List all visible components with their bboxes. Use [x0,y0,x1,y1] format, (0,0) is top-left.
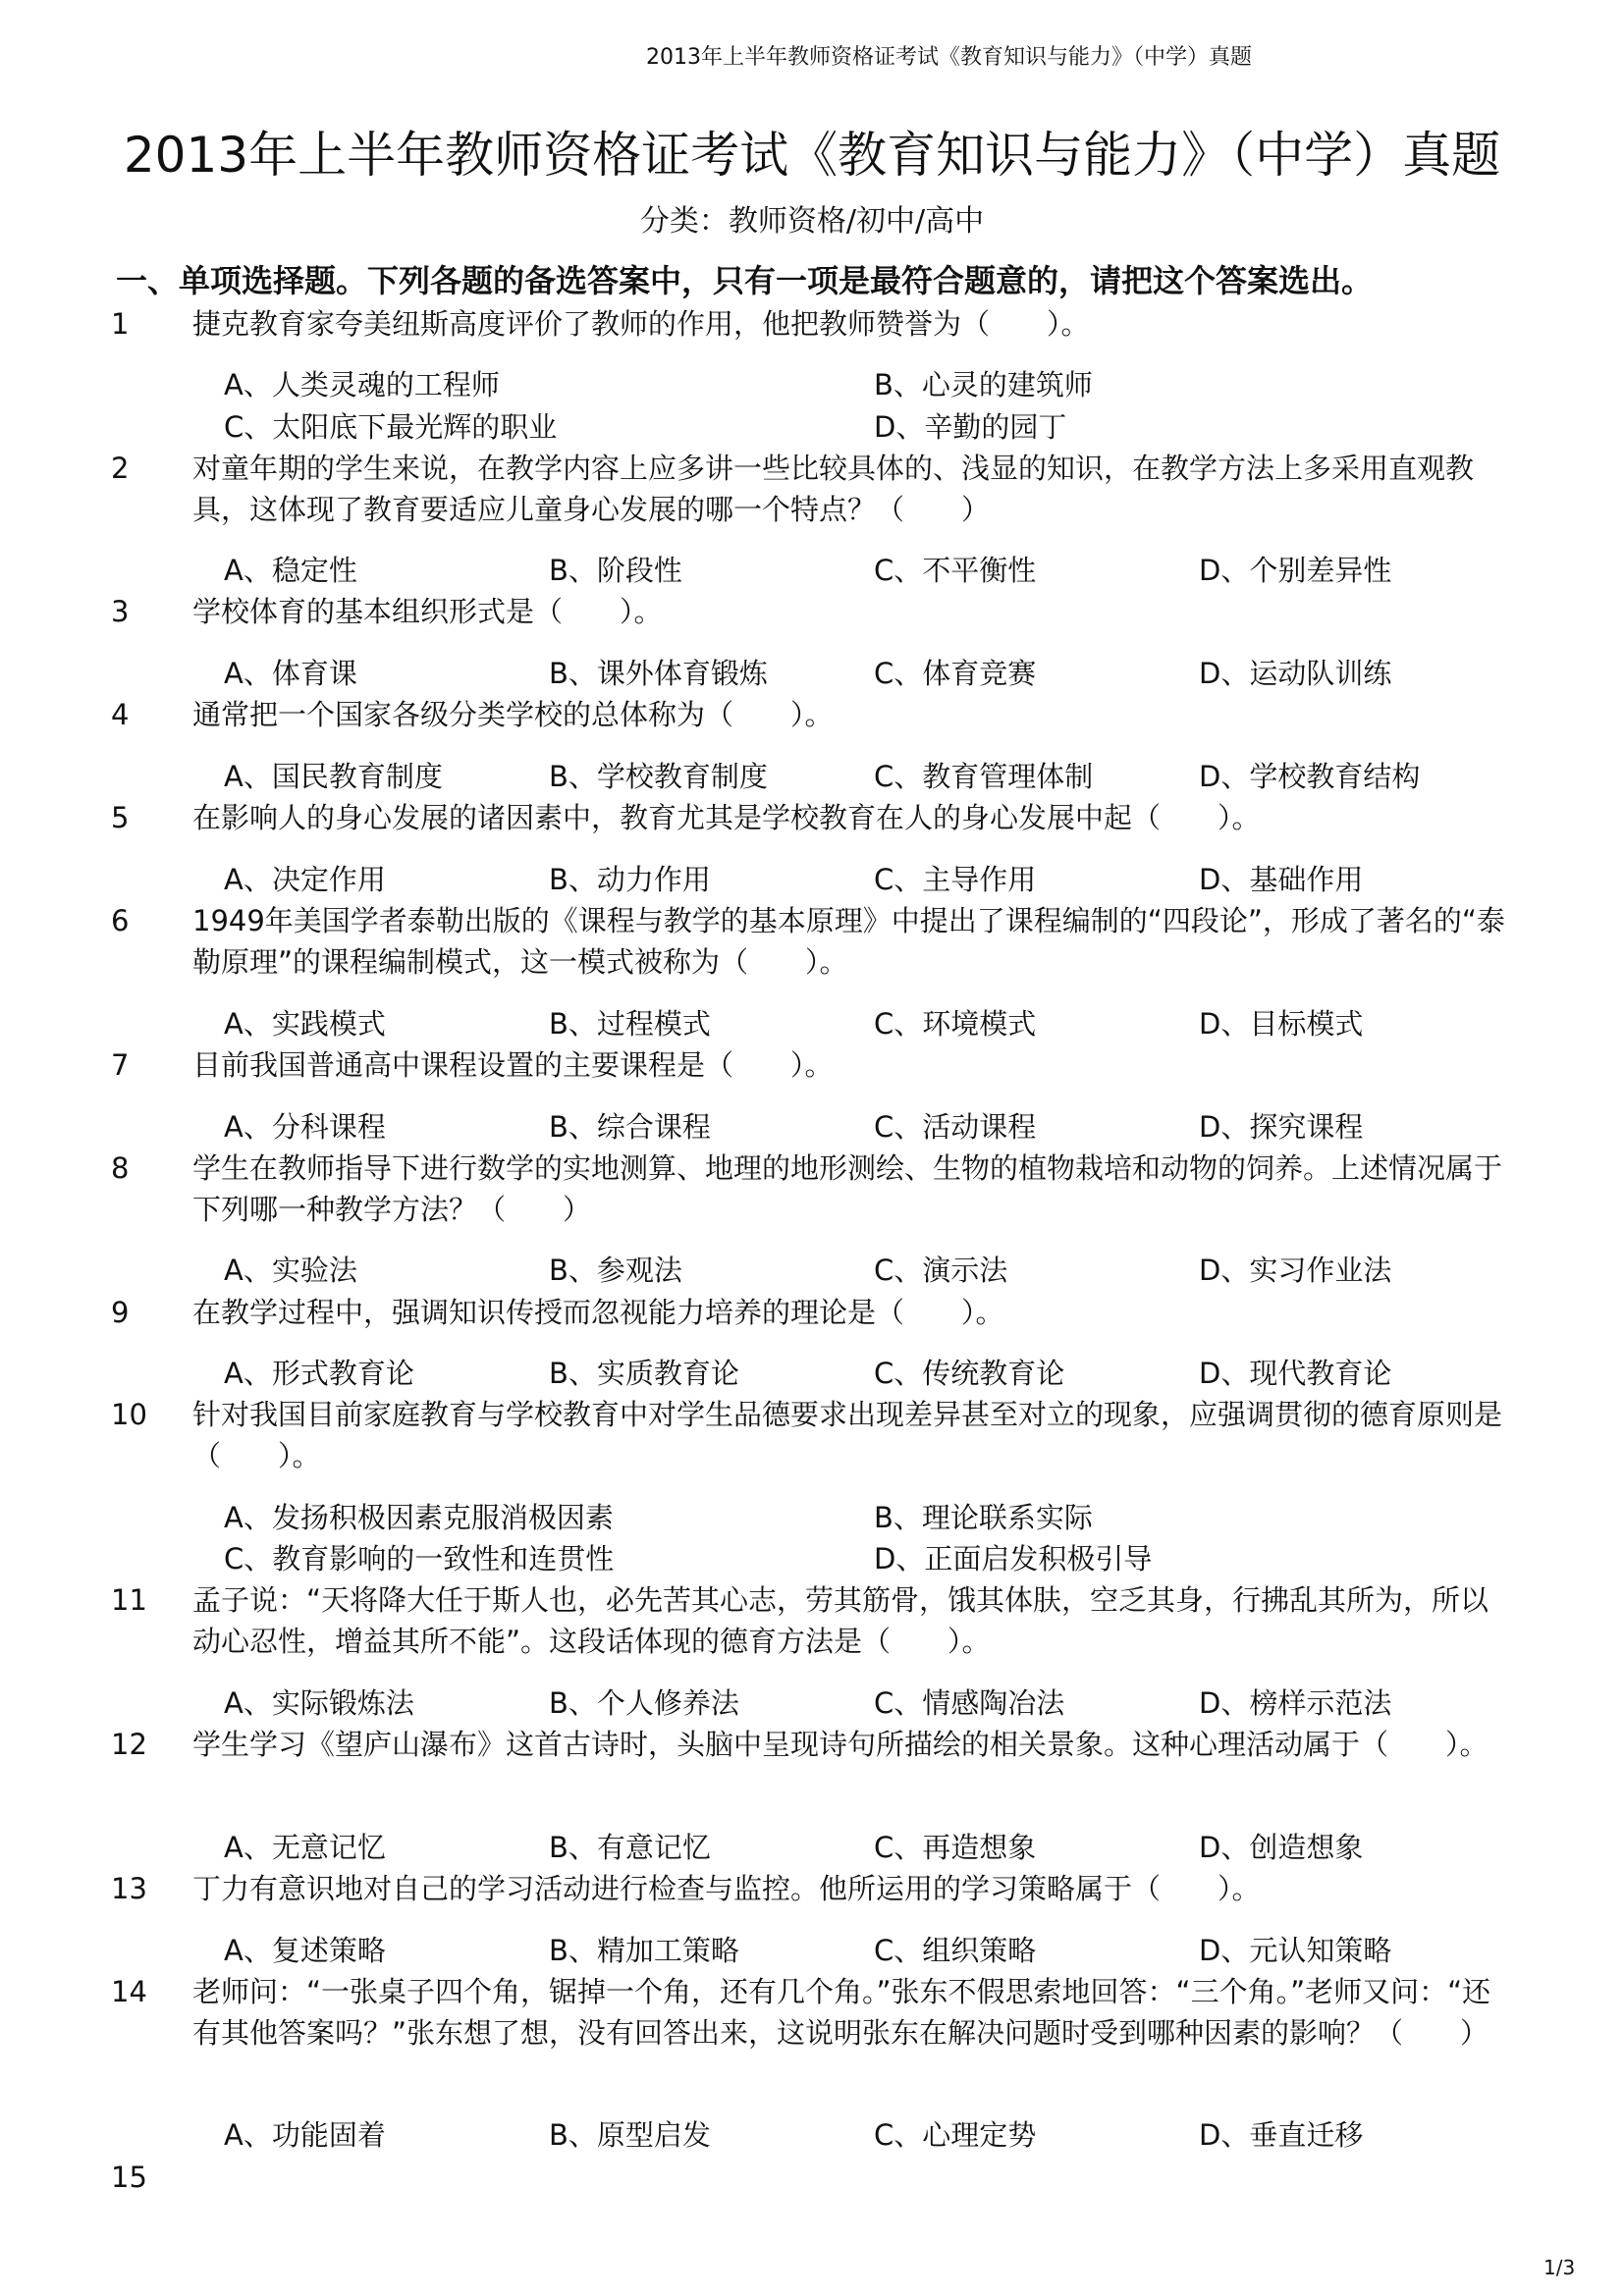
question-number: 9 [111,1296,130,1329]
option-a: A、实践模式 [224,1007,386,1041]
question-number: 12 [111,1728,147,1761]
option-d: D、辛勤的园丁 [874,410,1067,444]
question-number: 8 [111,1151,130,1185]
option-b: B、有意记忆 [549,1831,711,1864]
question-number: 3 [111,595,130,628]
option-b: B、阶段性 [549,554,682,587]
question-stem: 老师问：“一张桌子四个角，锯掉一个角，还有几个角。”张东不假思索地回答：“三个角。”老师又问：“还有其他答案吗？”张东想了想，没有回答出来，这说明张东在解决问题时受到哪种因素的影响？（ ） [192,1975,1491,2050]
option-b: B、理论联系实际 [874,1501,1093,1534]
question-stem: 学校体育的基本组织形式是（ ）。 [192,595,663,628]
option-b: B、综合课程 [549,1110,711,1144]
option-b: B、实质教育论 [549,1357,739,1390]
option-a: A、稳定性 [224,554,357,587]
question-number: 14 [111,1975,147,2008]
option-a: A、无意记忆 [224,1831,386,1864]
question-stem: 捷克教育家夸美纽斯高度评价了教师的作用，他把教师赞誉为（ ）。 [192,307,1090,341]
option-b: B、个人修养法 [549,1686,739,1720]
option-a: A、国民教育制度 [224,760,443,793]
document-subtitle: 分类：教师资格/初中/高中 [639,204,985,239]
option-c: C、教育影响的一致性和连贯性 [224,1542,615,1575]
option-d: D、目标模式 [1199,1007,1364,1041]
question-number: 10 [111,1398,147,1431]
option-c: C、心理定势 [874,2118,1037,2152]
option-b: B、动力作用 [549,863,711,896]
option-c: C、不平衡性 [874,554,1037,587]
question-number: 6 [111,904,130,937]
question-stem: 丁力有意识地对自己的学习活动进行检查与监控。他所运用的学习策略属于（ ）。 [192,1872,1261,1905]
option-a: A、实际锻炼法 [224,1686,414,1720]
option-b: B、课外体育锻炼 [549,657,768,690]
option-c: C、环境模式 [874,1007,1037,1041]
option-d: D、元认知策略 [1199,1934,1392,1967]
question-number: 5 [111,801,130,834]
question-stem: 对童年期的学生来说，在教学内容上应多讲一些比较具体的、浅显的知识，在教学方法上多采用直观教具，这体现了教育要适应儿童身心发展的哪一个特点？（ ） [192,452,1475,526]
question-stem: 在教学过程中，强调知识传授而忽视能力培养的理论是（ ）。 [192,1296,1004,1329]
option-a: A、体育课 [224,657,357,690]
section-title: 一、单项选择题。下列各题的备选答案中，只有一项是最符合题意的，请把这个答案选出。 [116,262,1374,299]
option-c: C、体育竞赛 [874,657,1037,690]
option-b: B、参观法 [549,1254,682,1287]
option-d: D、基础作用 [1199,863,1364,896]
option-d: D、个别差异性 [1199,554,1392,587]
question-stem: 在影响人的身心发展的诸因素中，教育尤其是学校教育在人的身心发展中起（ ）。 [192,801,1261,834]
question-stem: 孟子说：“天将降大任于斯人也，必先苦其心志，劳其筋骨，饿其体肤，空乏其身，行拂乱其所为，所以动心忍性，增益其所不能”。这段话体现的德育方法是（ ）。 [192,1583,1489,1658]
option-b: B、心灵的建筑师 [874,368,1093,401]
option-c: C、再造想象 [874,1831,1037,1864]
option-b: B、学校教育制度 [549,760,768,793]
question-stem: 学生在教师指导下进行数学的实地测算、地理的地形测绘、生物的植物栽培和动物的饲养。上述情况属于下列哪一种教学方法？（ ） [192,1151,1503,1226]
option-d: D、学校教育结构 [1199,760,1421,793]
option-d: D、探究课程 [1199,1110,1364,1144]
option-a: A、功能固着 [224,2118,386,2152]
option-d: D、创造想象 [1199,1831,1364,1864]
option-a: A、实验法 [224,1254,357,1287]
question-number: 15 [111,2161,147,2194]
option-c: C、情感陶冶法 [874,1686,1065,1720]
option-c: C、教育管理体制 [874,760,1094,793]
option-d: D、运动队训练 [1199,657,1392,690]
option-b: B、过程模式 [549,1007,711,1041]
option-c: C、演示法 [874,1254,1008,1287]
running-header: 2013年上半年教师资格证考试《教育知识与能力》（中学）真题 [646,45,1252,70]
option-a: A、复述策略 [224,1934,386,1967]
question-number: 11 [111,1583,147,1617]
question-stem: 目前我国普通高中课程设置的主要课程是（ ）。 [192,1048,834,1082]
question-number: 2 [111,452,130,485]
option-b: B、精加工策略 [549,1934,739,1967]
question-number: 13 [111,1872,147,1905]
question-number: 1 [111,307,130,341]
question-number: 4 [111,698,130,731]
option-d: D、实习作业法 [1199,1254,1392,1287]
option-a: A、分科课程 [224,1110,386,1144]
document-title: 2013年上半年教师资格证考试《教育知识与能力》（中学）真题 [123,127,1501,184]
option-a: A、形式教育论 [224,1357,414,1390]
option-c: C、主导作用 [874,863,1037,896]
option-c: C、活动课程 [874,1110,1037,1144]
option-a: A、人类灵魂的工程师 [224,368,500,401]
question-stem: 1949年美国学者泰勒出版的《课程与教学的基本原理》中提出了课程编制的“四段论”，形成了著名的“泰勒原理”的课程编制模式，这一模式被称为（ ）。 [192,904,1505,979]
question-number: 7 [111,1048,130,1082]
option-a: A、决定作用 [224,863,386,896]
option-c: C、太阳底下最光辉的职业 [224,410,558,444]
question-stem: 通常把一个国家各级分类学校的总体称为（ ）。 [192,698,834,731]
option-c: C、组织策略 [874,1934,1037,1967]
question-stem: 针对我国目前家庭教育与学校教育中对学生品德要求出现差异甚至对立的现象，应强调贯彻的德育原则是（ ）。 [192,1398,1503,1472]
question-stem: 学生学习《望庐山瀑布》这首古诗时，头脑中呈现诗句所描绘的相关景象。这种心理活动属于（ ）。 [192,1728,1489,1761]
option-b: B、原型启发 [549,2118,711,2152]
option-c: C、传统教育论 [874,1357,1065,1390]
option-d: D、现代教育论 [1199,1357,1392,1390]
option-a: A、发扬积极因素克服消极因素 [224,1501,614,1534]
option-d: D、榜样示范法 [1199,1686,1392,1720]
option-d: D、正面启发积极引导 [874,1542,1153,1575]
option-d: D、垂直迁移 [1199,2118,1364,2152]
page-number: 1/3 [1543,2256,1576,2279]
